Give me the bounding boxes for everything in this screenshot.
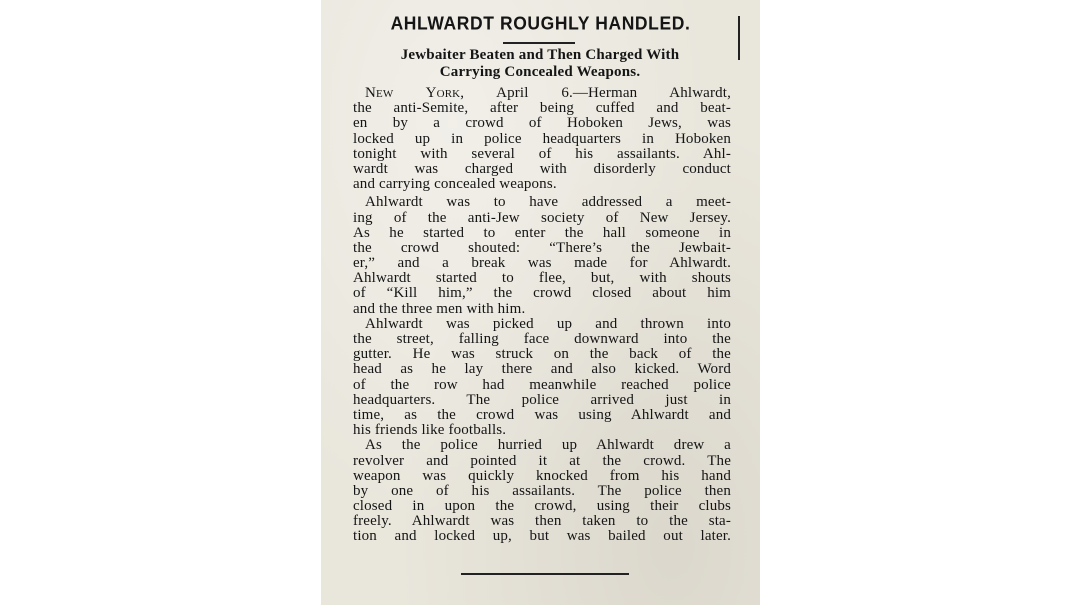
headline: AHLWARDT ROUGHLY HANDLED. <box>390 12 691 34</box>
article-line: of the row had meanwhile reached police <box>353 376 731 393</box>
article-line: Ahlwardt started to flee, but, with shouts <box>353 270 731 287</box>
article-line: closed in upon the crowd, using their clubs <box>353 498 731 515</box>
article-line: wardt was charged with disorderly conduct <box>353 160 731 177</box>
end-divider <box>461 573 629 575</box>
article-line: the street, falling face downward into the <box>353 331 731 347</box>
article-line: As the police hurried up Ahlwardt drew a <box>365 437 731 454</box>
article-line: ing of the anti-Jew society of New Jersey. <box>353 209 731 226</box>
article-line: head as he lay there and also kicked. Word <box>353 361 731 378</box>
article-line: en by a crowd of Hoboken Jews, was <box>353 115 731 132</box>
article-line: tion and locked up, but was bailed out later. <box>353 528 731 545</box>
subheadline <box>341 47 739 81</box>
subheadline-line-2: Carrying Concealed Weapons. <box>439 64 641 80</box>
article-line: the crowd shouted: “There’s the Jewbait- <box>353 239 731 256</box>
article-line: and carrying concealed weapons. <box>353 176 557 193</box>
newspaper-clipping <box>321 0 760 605</box>
article-line: headquarters. The police arrived just in <box>353 391 731 408</box>
article-line: time, as the crowd was using Ahlwardt and <box>353 406 731 423</box>
article-line: of “Kill him,” the crowd closed about him <box>353 285 731 302</box>
article-line: weapon was quickly knocked from his hand <box>353 467 731 484</box>
article-line-text: April 6.—Herman Ahlwardt, <box>464 85 731 101</box>
subheadline-line-1: Jewbaiter Beaten and Then Charged With <box>400 47 680 63</box>
article-line: revolver and pointed it at the crowd. The <box>353 452 731 469</box>
article-line: by one of his assailants. The police then <box>353 482 731 499</box>
article-line: As he started to enter the hall someone in <box>353 224 731 241</box>
headline-divider <box>503 42 575 44</box>
article-line: Ahlwardt was picked up and thrown into <box>365 315 731 332</box>
article-line: er,” and a break was made for Ahlwardt. <box>353 255 731 272</box>
article-line: the anti-Semite, after being cuffed and beat- <box>353 100 731 117</box>
article-line: and the three men with him. <box>353 300 526 317</box>
article-body <box>353 86 731 545</box>
article-line: his friends like footballs. <box>353 422 507 439</box>
article-line <box>353 86 731 101</box>
article-line: tonight with several of his assailants. Ahl- <box>353 145 731 162</box>
article-line: gutter. He was struck on the back of the <box>353 346 731 363</box>
dateline: New York, <box>365 85 465 101</box>
article-line: freely. Ahlwardt was then taken to the sta- <box>353 513 731 530</box>
article-line: Ahlwardt was to have addressed a meet- <box>365 194 731 211</box>
article-line: locked up in police headquarters in Hoboken <box>353 130 731 147</box>
